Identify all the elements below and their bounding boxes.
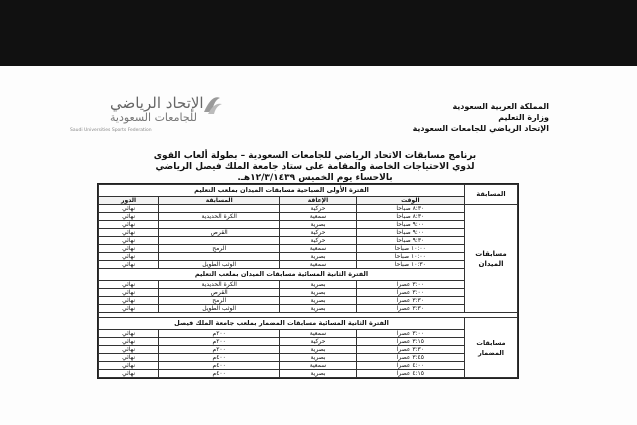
- table-row: [99, 237, 518, 245]
- schedule-table: [97, 183, 519, 379]
- section-title: الفترة الأولى الصباحية مسابقات الميدان بملعب التعليم: [99, 185, 465, 197]
- column-header: الوقت: [356, 197, 464, 205]
- column-header: الإعاقة: [280, 197, 356, 205]
- event-group-cell: مسابقات المضمار: [465, 318, 518, 378]
- round-cell: نهائي: [99, 245, 159, 253]
- logo-english: Saudi Universities Sports Federation: [70, 128, 152, 133]
- table-row: [99, 289, 518, 297]
- round-cell: نهائي: [99, 362, 159, 370]
- schedule-grid: [98, 184, 518, 378]
- event-cell: [159, 237, 280, 245]
- round-cell: نهائي: [99, 297, 159, 305]
- event-cell: الكرة الحديدية: [159, 213, 280, 221]
- table-row: [99, 245, 518, 253]
- table-row: [99, 354, 518, 362]
- table-row: [99, 281, 518, 289]
- round-cell: نهائي: [99, 237, 159, 245]
- table-row: [99, 297, 518, 305]
- document-page: [0, 66, 637, 425]
- document-title: [100, 151, 530, 184]
- event-cell: ٤٠٠م: [159, 362, 280, 370]
- table-row: [99, 213, 518, 221]
- round-cell: نهائي: [99, 229, 159, 237]
- event-cell: ٢٠٠م: [159, 338, 280, 346]
- logo-subtitle: للجامعات السعودية: [110, 111, 197, 124]
- round-cell: نهائي: [99, 338, 159, 346]
- table-row: [99, 205, 518, 213]
- event-cell: الرمح: [159, 245, 280, 253]
- header-line-1: المملكة العربية السعودية: [452, 102, 549, 111]
- table-row: [99, 253, 518, 261]
- round-cell: نهائي: [99, 354, 159, 362]
- disability-cell: حركية: [280, 237, 356, 245]
- time-cell: ١٠:٣٠ صباحا: [356, 261, 464, 269]
- disability-cell: بصرية: [280, 297, 356, 305]
- round-cell: نهائي: [99, 281, 159, 289]
- disability-cell: بصرية: [280, 354, 356, 362]
- event-cell: القرص: [159, 289, 280, 297]
- disability-cell: بصرية: [280, 346, 356, 354]
- table-row: [99, 346, 518, 354]
- time-cell: ٣:٤٥ عصرا: [356, 354, 464, 362]
- event-group-cell: مسابقات الميدان: [465, 205, 518, 313]
- table-row: [99, 338, 518, 346]
- federation-logo: [70, 94, 220, 144]
- column-header: الدور: [99, 197, 159, 205]
- header-line-3: الإتحاد الرياضي للجامعات السعودية: [412, 124, 549, 133]
- time-cell: ٣:٠٠ عصرا: [356, 330, 464, 338]
- disability-cell: بصرية: [280, 289, 356, 297]
- disability-cell: حركية: [280, 229, 356, 237]
- round-cell: نهائي: [99, 330, 159, 338]
- time-cell: ٣:١٥ عصرا: [356, 338, 464, 346]
- time-cell: ٣:٠٠ عصرا: [356, 281, 464, 289]
- event-cell: القرص: [159, 229, 280, 237]
- title-line-1: برنامج مسابقات الاتحاد الرياضي للجامعات السعودية – بطولة ألعاب القوى: [153, 151, 477, 161]
- section-row: [99, 185, 518, 197]
- table-row: [99, 305, 518, 313]
- disability-cell: بصرية: [280, 253, 356, 261]
- table-row: [99, 221, 518, 229]
- table-row: [99, 330, 518, 338]
- time-cell: ١٠:٠٠ صباحا: [356, 253, 464, 261]
- time-cell: ٣:٣٠ عصرا: [356, 305, 464, 313]
- event-cell: [159, 205, 280, 213]
- title-line-2: لذوي الاحتياجات الخاصة والمقامة على ستاد جامعة الملك فيصل الرياضي: [155, 162, 475, 172]
- round-cell: نهائي: [99, 221, 159, 229]
- column-header: المسابقة: [159, 197, 280, 205]
- table-row: [99, 362, 518, 370]
- disability-cell: حركية: [280, 338, 356, 346]
- event-cell: ٤٠٠م: [159, 354, 280, 362]
- ministry-header: [349, 101, 549, 134]
- disability-cell: سمعية: [280, 213, 356, 221]
- table-row: [99, 229, 518, 237]
- disability-cell: سمعية: [280, 362, 356, 370]
- section-row: [99, 318, 518, 330]
- disability-cell: بصرية: [280, 281, 356, 289]
- header-line-2: وزارة التعليم: [498, 113, 549, 122]
- event-cell: الوثب الطويل: [159, 305, 280, 313]
- disability-cell: سمعية: [280, 261, 356, 269]
- disability-cell: بصرية: [280, 305, 356, 313]
- time-cell: ٨:٣٠ صباحا: [356, 213, 464, 221]
- disability-cell: سمعية: [280, 330, 356, 338]
- event-cell: ٢٠٠م: [159, 330, 280, 338]
- disability-cell: حركية: [280, 205, 356, 213]
- round-cell: نهائي: [99, 370, 159, 378]
- disability-cell: سمعية: [280, 245, 356, 253]
- group-corner-cell: المسابقة: [465, 185, 518, 205]
- event-cell: ٢٠٠م: [159, 346, 280, 354]
- disability-cell: بصرية: [280, 370, 356, 378]
- time-cell: ٩:٣٠ صباحا: [356, 237, 464, 245]
- section-title: الفترة الثانية المسائية مسابقات المضمار بملعب جامعة الملك فيصل: [99, 318, 465, 330]
- table-row: [99, 261, 518, 269]
- time-cell: ٤:٠٠ عصرا: [356, 362, 464, 370]
- event-cell: ٤٠٠م: [159, 370, 280, 378]
- section-title: الفترة الثانية المسائية مسابقات الميدان بملعب التعليم: [99, 269, 465, 281]
- logo-name: الإتحاد الرياضي: [110, 94, 204, 112]
- event-cell: الرمح: [159, 297, 280, 305]
- section-row: [99, 269, 518, 281]
- round-cell: نهائي: [99, 305, 159, 313]
- round-cell: نهائي: [99, 213, 159, 221]
- time-cell: ٣:٣٠ عصرا: [356, 297, 464, 305]
- time-cell: ٨:٣٠ صباحا: [356, 205, 464, 213]
- round-cell: نهائي: [99, 289, 159, 297]
- round-cell: نهائي: [99, 205, 159, 213]
- disability-cell: بصرية: [280, 221, 356, 229]
- round-cell: نهائي: [99, 253, 159, 261]
- event-cell: الكرة الحديدية: [159, 281, 280, 289]
- time-cell: ٩:٠٠ صباحا: [356, 229, 464, 237]
- time-cell: ١٠:٠٠ صباحا: [356, 245, 464, 253]
- title-line-3: بالاحساء يوم الخميس ١٢/٣/١٤٣٩هـ.: [237, 173, 393, 183]
- event-cell: [159, 221, 280, 229]
- event-cell: [159, 253, 280, 261]
- table-row: [99, 370, 518, 378]
- time-cell: ٩:٠٠ صباحا: [356, 221, 464, 229]
- time-cell: ٤:١٥ عصرا: [356, 370, 464, 378]
- round-cell: نهائي: [99, 261, 159, 269]
- round-cell: نهائي: [99, 346, 159, 354]
- event-cell: الوثب الطويل: [159, 261, 280, 269]
- header-row: [99, 197, 518, 205]
- time-cell: ٣:٠٠ عصرا: [356, 289, 464, 297]
- time-cell: ٣:٣٠ عصرا: [356, 346, 464, 354]
